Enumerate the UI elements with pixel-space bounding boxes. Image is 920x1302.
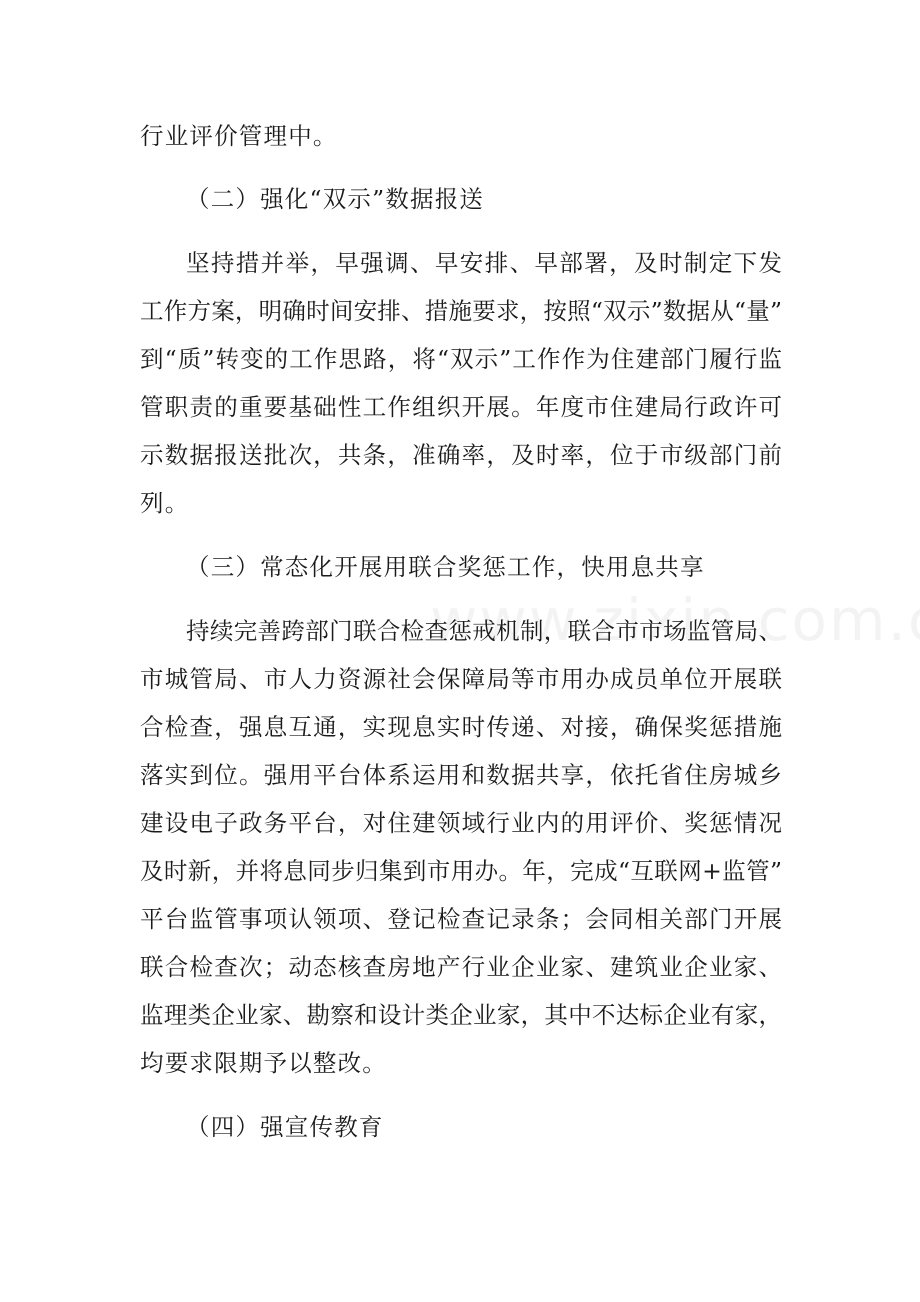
paragraph-line: 管职责的重要基础性工作组织开展。年度市住建局行政许可 xyxy=(140,393,782,421)
section-heading: （三）常态化开展用联合奖惩工作，快用息共享 xyxy=(186,553,705,581)
paragraph-line: 联合检查次；动态核查房地产行业企业家、建筑业企业家、 xyxy=(140,953,782,981)
paragraph-line: 行业评价管理中。 xyxy=(140,122,338,150)
paragraph-line: 及时新，并将息同步归集到市用办。年，完成“互联网+监管” xyxy=(140,857,782,885)
paragraph-line: 坚持措并举，早强调、早安排、早部署，及时制定下发 xyxy=(186,249,782,277)
paragraph-line: 市城管局、市人力资源社会保障局等市用办成员单位开展联 xyxy=(140,665,782,693)
paragraph-line: 均要求限期予以整改。 xyxy=(140,1049,387,1077)
paragraph-line: 监理类企业家、勘察和设计类企业家，其中不达标企业有家， xyxy=(140,1001,782,1029)
paragraph-line: 合检查，强息互通，实现息实时传递、对接，确保奖惩措施 xyxy=(140,713,782,741)
section-heading: （二）强化“双示”数据报送 xyxy=(186,185,485,213)
paragraph-line: 落实到位。强用平台体系运用和数据共享，依托省住房城乡 xyxy=(140,761,782,789)
paragraph-line: 持续完善跨部门联合检查惩戒机制，联合市市场监管局、 xyxy=(186,617,782,645)
section-heading: （四）强宣传教育 xyxy=(186,1113,384,1141)
paragraph-line: 工作方案，明确时间安排、措施要求，按照“双示”数据从“量” xyxy=(140,297,782,325)
paragraph-line: 平台监管事项认领项、登记检查记录条；会同相关部门开展 xyxy=(140,905,782,933)
paragraph-line: 到“质”转变的工作思路，将“双示”工作作为住建部门履行监 xyxy=(140,345,782,373)
paragraph-line: 建设电子政务平台，对住建领域行业内的用评价、奖惩情况 xyxy=(140,809,782,837)
paragraph-line: 示数据报送批次，共条，准确率，及时率，位于市级部门前 xyxy=(140,441,782,469)
paragraph-line: 列。 xyxy=(140,489,190,517)
